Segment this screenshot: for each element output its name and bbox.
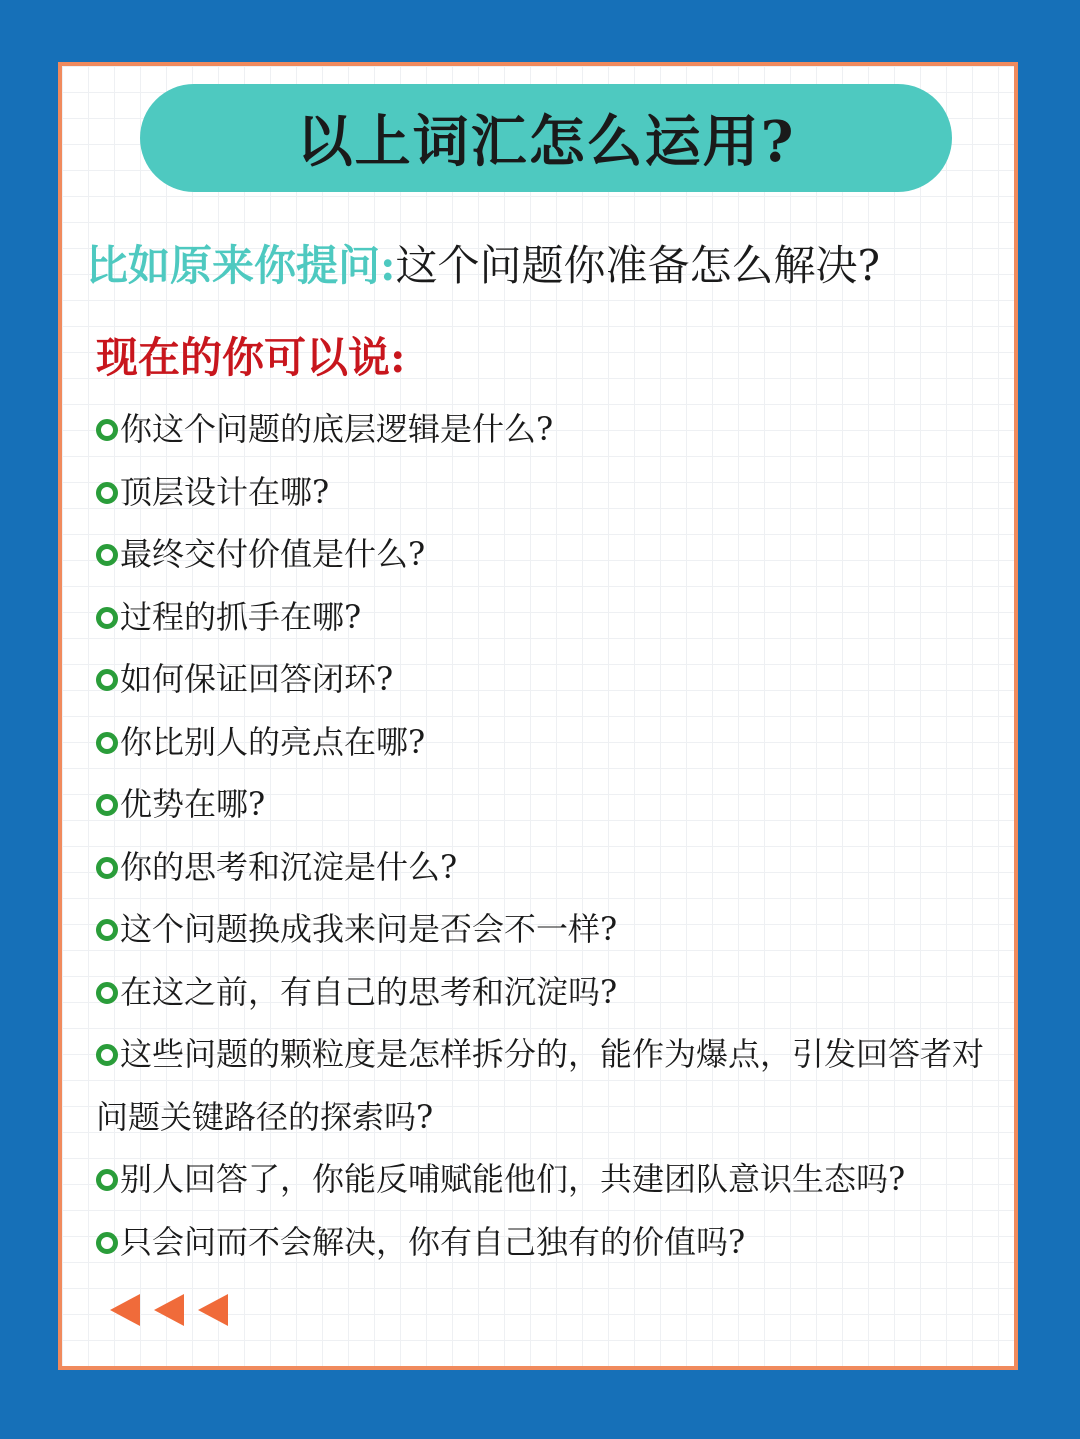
bullet-icon bbox=[96, 1232, 118, 1254]
bullet-icon bbox=[96, 732, 118, 754]
page-title: 以上词汇怎么运用? bbox=[296, 109, 796, 175]
list-item: 如何保证回答闭环? bbox=[96, 648, 996, 711]
left-arrow-icon bbox=[110, 1294, 140, 1326]
original-question bbox=[86, 234, 880, 298]
list-item: 这些问题的颗粒度是怎样拆分的，能作为爆点，引发回答者对问题关键路径的探索吗? bbox=[96, 1035, 985, 1136]
bullet-icon bbox=[96, 857, 118, 879]
content-card bbox=[58, 62, 1018, 1370]
list-item: 这个问题换成我来问是否会不一样? bbox=[96, 898, 996, 961]
question-label: 比如原来你提问: bbox=[86, 241, 396, 290]
now-heading: 现在的你可以说: bbox=[96, 333, 406, 382]
bullet-icon bbox=[96, 919, 118, 941]
left-arrow-icon bbox=[198, 1294, 228, 1326]
list-item: 别人回答了，你能反哺赋能他们，共建团队意识生态吗? bbox=[96, 1148, 996, 1211]
list-item: 最终交付价值是什么? bbox=[96, 523, 996, 586]
list-item: 你比别人的亮点在哪? bbox=[96, 711, 996, 774]
bullet-icon bbox=[96, 669, 118, 691]
title-banner bbox=[140, 84, 952, 192]
suggestion-list bbox=[96, 398, 996, 1273]
list-item: 你的思考和沉淀是什么? bbox=[96, 836, 996, 899]
bullet-icon bbox=[96, 794, 118, 816]
bullet-icon bbox=[96, 482, 118, 504]
bullet-icon bbox=[96, 1169, 118, 1191]
bullet-icon bbox=[96, 982, 118, 1004]
bullet-icon bbox=[96, 1044, 118, 1066]
left-arrow-icon bbox=[154, 1294, 184, 1326]
bullet-icon bbox=[96, 419, 118, 441]
question-text: 这个问题你准备怎么解决? bbox=[395, 241, 881, 290]
list-item: 在这之前，有自己的思考和沉淀吗? bbox=[96, 961, 996, 1024]
arrow-decoration bbox=[110, 1294, 228, 1326]
list-item: 优势在哪? bbox=[96, 773, 996, 836]
bullet-icon bbox=[96, 544, 118, 566]
bullet-icon bbox=[96, 607, 118, 629]
list-item: 过程的抓手在哪? bbox=[96, 586, 996, 649]
list-item: 只会问而不会解决，你有自己独有的价值吗? bbox=[96, 1211, 996, 1274]
list-item: 你这个问题的底层逻辑是什么? bbox=[96, 398, 996, 461]
list-item: 顶层设计在哪? bbox=[96, 461, 996, 524]
